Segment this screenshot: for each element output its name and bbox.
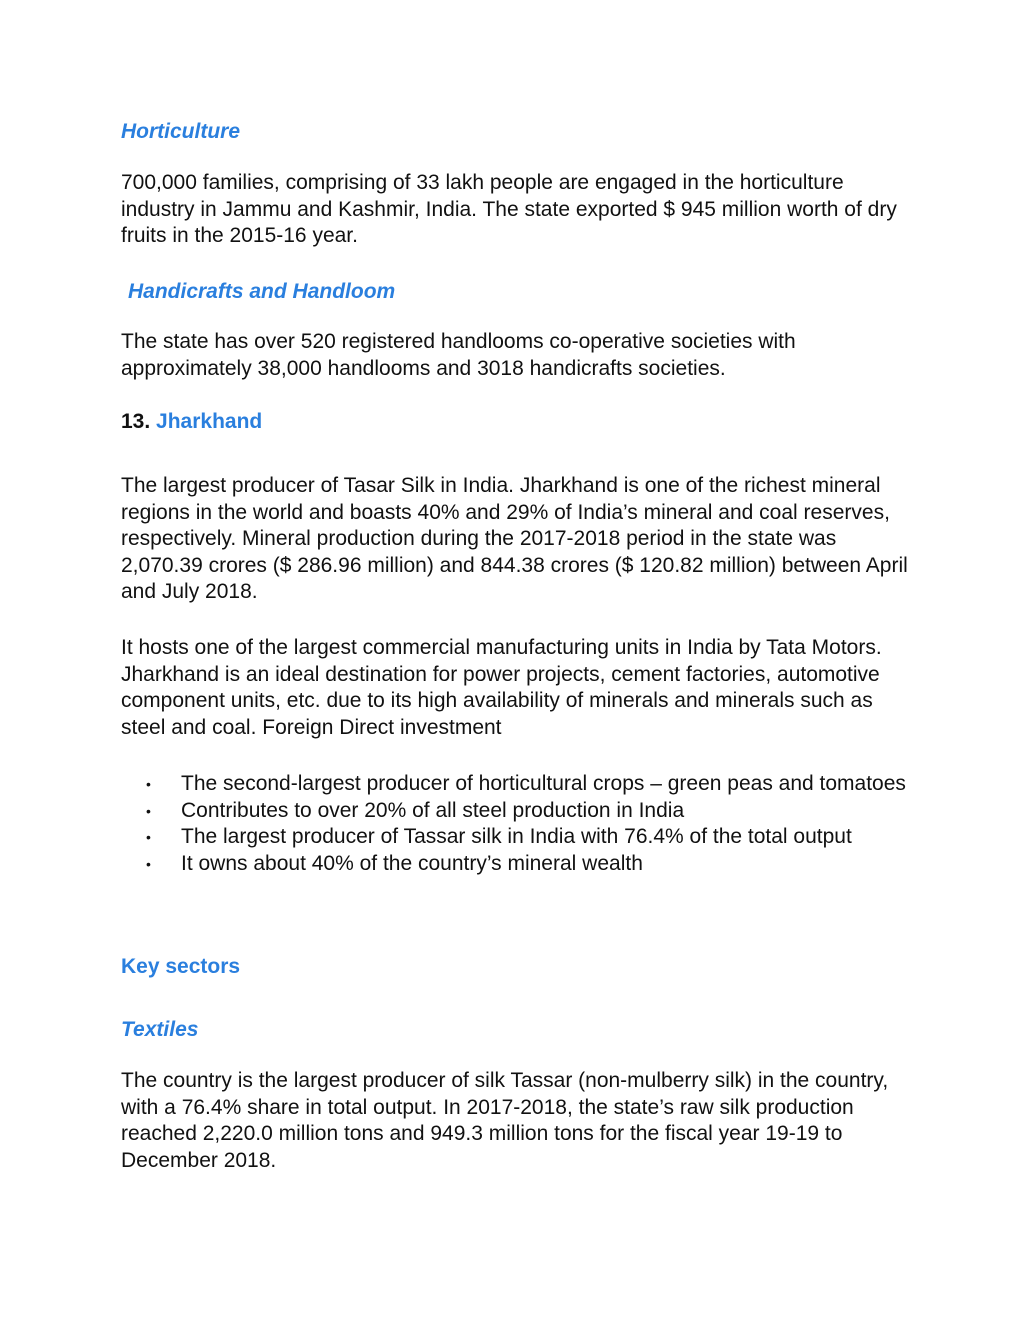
jharkhand-paragraph-2: It hosts one of the largest commercial manufacturing units in India by Tata Motors. Jharkhand is an ideal destination for power projects, cement factories, automotive component units, etc. due to its high availability of minerals and minerals such as steel and coal. Foreign Direct investment [121, 636, 882, 739]
list-item-text: Contributes to over 20% of all steel production in India [181, 798, 685, 822]
list-item [121, 851, 911, 878]
horticulture-paragraph: 700,000 families, comprising of 33 lakh people are engaged in the horticulture industry in Jammu and Kashmir, India. The state exported $ 945 million worth of dry fruits in the 2015-16 year. [121, 171, 897, 247]
textiles-heading: Textiles [121, 1018, 199, 1041]
bullet-icon: • [146, 829, 151, 845]
jharkhand-bullet-list [121, 771, 911, 877]
handicrafts-paragraph: The state has over 520 registered handlooms co-operative societies with approximately 38,000 handlooms and 3018 handicrafts societies. [121, 330, 796, 380]
bullet-icon: • [146, 802, 151, 819]
bullet-icon: • [146, 855, 151, 872]
section-number: 13. [121, 410, 151, 433]
horticulture-heading: Horticulture [121, 120, 241, 143]
textiles-paragraph: The country is the largest producer of silk Tassar (non-mulberry silk) in the country, with a 76.4% share in total output. In 2017-2018, the state’s raw silk production reached 2,220.0 million tons and 949.3 million tons for the fiscal year 19-19 to December 2018. [121, 1069, 889, 1172]
list-item [121, 771, 911, 798]
list-item-text: It owns about 40% of the country’s mineral wealth [181, 851, 643, 875]
list-item [121, 824, 911, 851]
list-item-text: The largest producer of Tassar silk in India with 76.4% of the total output [181, 825, 852, 848]
list-item [121, 798, 911, 825]
handicrafts-heading: Handicrafts and Handloom [128, 280, 396, 303]
jharkhand-paragraph-1: The largest producer of Tasar Silk in India. Jharkhand is one of the richest mineral regions in the world and boasts 40% and 29% of India’s mineral and coal reserves, respectively. Mineral production during the 2017-2018 period in the state was 2,070.39 crores ($ 286.96 million) and 844.38 crores ($ 120.82 million) between April and July 2018. [121, 474, 908, 603]
bullet-icon: • [146, 776, 151, 792]
section-title: Jharkhand [156, 410, 263, 433]
jharkhand-heading [121, 410, 262, 434]
key-sectors-heading: Key sectors [121, 955, 241, 978]
list-item-text: The second-largest producer of horticultural crops – green peas and tomatoes [181, 772, 906, 795]
